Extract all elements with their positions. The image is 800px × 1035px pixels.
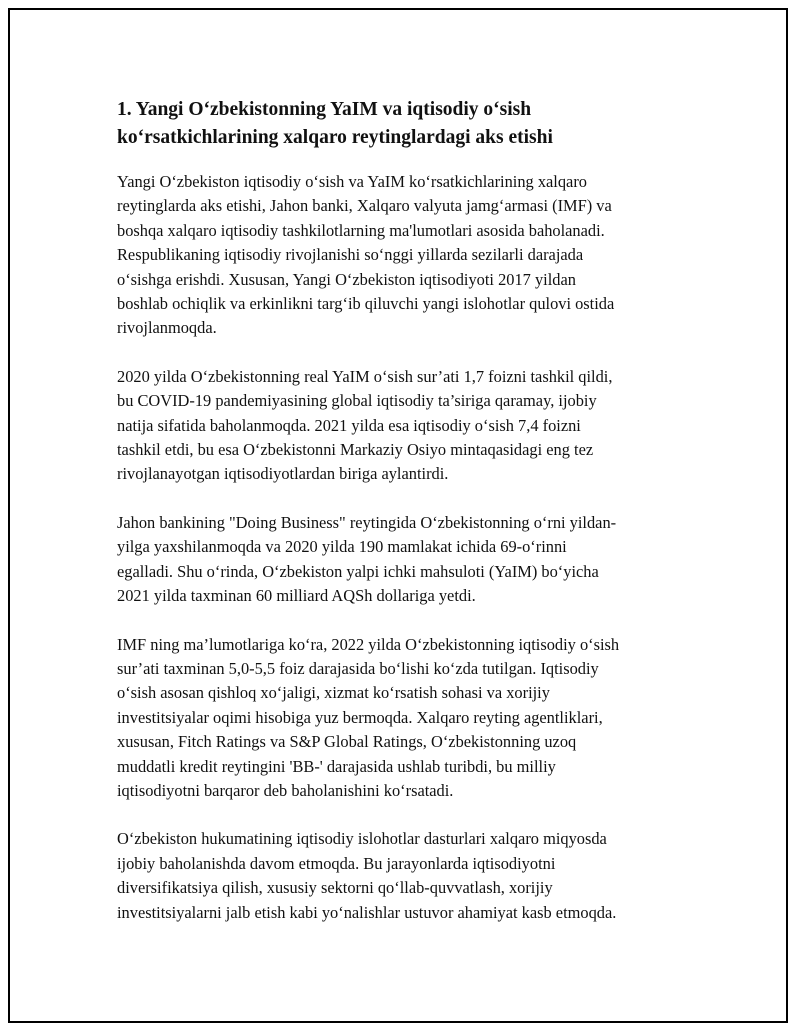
paragraph-3: Jahon bankining "Doing Business" reytingida O‘zbekistonning o‘rni yildan- yilga yaxshilanmoqda va 2020 yilda 190 mamlakat ichida 69-o‘rinni egalladi. Shu o‘rinda, O‘zbekiston yalpi ichki mahsuloti (YaIM) bo‘yicha 2021 yilda taxminan 60 milliard AQSh dollariga yetdi. <box>117 512 617 606</box>
section-heading: 1. Yangi O‘zbekistonning YaIM va iqtisodiy o‘sish ko‘rsatkichlarining xalqaro reytinglardagi aks etishi <box>117 99 553 148</box>
paragraph-5: O‘zbekiston hukumatining iqtisodiy islohotlar dasturlari xalqaro miqyosda ijobiy baholanishda davom etmoqda. Bu jarayonlarda iqtisodiyotni diversifikatsiya qilish, xususiy sektorni qo‘llab-quvvatlash, xorijiy investitsiyalarni jalb etish kabi yo‘nalishlar ustuvor ahamiyat kasb etmoqda. <box>117 829 617 922</box>
document-body <box>117 96 687 949</box>
paragraph-1: Yangi O‘zbekiston iqtisodiy o‘sish va YaIM ko‘rsatkichlarining xalqaro reytinglarda aks etishi, Jahon banki, Xalqaro valyuta jamg‘armasi (IMF) va boshqa xalqaro iqtisodiy tashkilotlarning ma'lumotlari asosida baholanadi. Respublikaning iqtisodiy rivojlanishi so‘nggi yillarda sezilarli darajada o‘sishga erishdi. Xususan, Yangi O‘zbekiston iqtisodiyoti 2017 yildan boshlab ochiqlik va erkinlikni targ‘ib qiluvchi yangi islohotlar qulovi ostida rivojlanmoqda. <box>117 172 615 338</box>
paragraph-4: IMF ning ma’lumotlariga ko‘ra, 2022 yilda O‘zbekistonning iqtisodiy o‘sish sur’ati taxminan 5,0-5,5 foiz darajasida bo‘lishi ko‘zda tutilgan. Iqtisodiy o‘sish asosan qishloq xo‘jaligi, xizmat ko‘rsatish sohasi va xorijiy investitsiyalar oqimi hisobiga yuz bermoqda. Xalqaro reyting agentliklari, xususan, Fitch Ratings va S&P Global Ratings, O‘zbekistonning uzoq muddatli kredit reytingini 'BB-' darajasida ushlab turibdi, bu milliy iqtisodiyotni barqaror deb baholanishini ko‘rsatadi. <box>117 634 620 800</box>
paragraph-2: 2020 yilda O‘zbekistonning real YaIM o‘sish sur’ati 1,7 foizni tashkil qildi, bu COVID-19 pandemiyasining global iqtisodiy ta’siriga qaramay, ijobiy natija sifatida baholanmoqda. 2021 yilda esa iqtisodiy o‘sish 7,4 foizni tashkil etdi, bu esa O‘zbekistonni Markaziy Osiyo mintaqasidagi eng tez rivojlanayotgan iqtisodiyotlardan biriga aylantirdi. <box>117 366 613 484</box>
